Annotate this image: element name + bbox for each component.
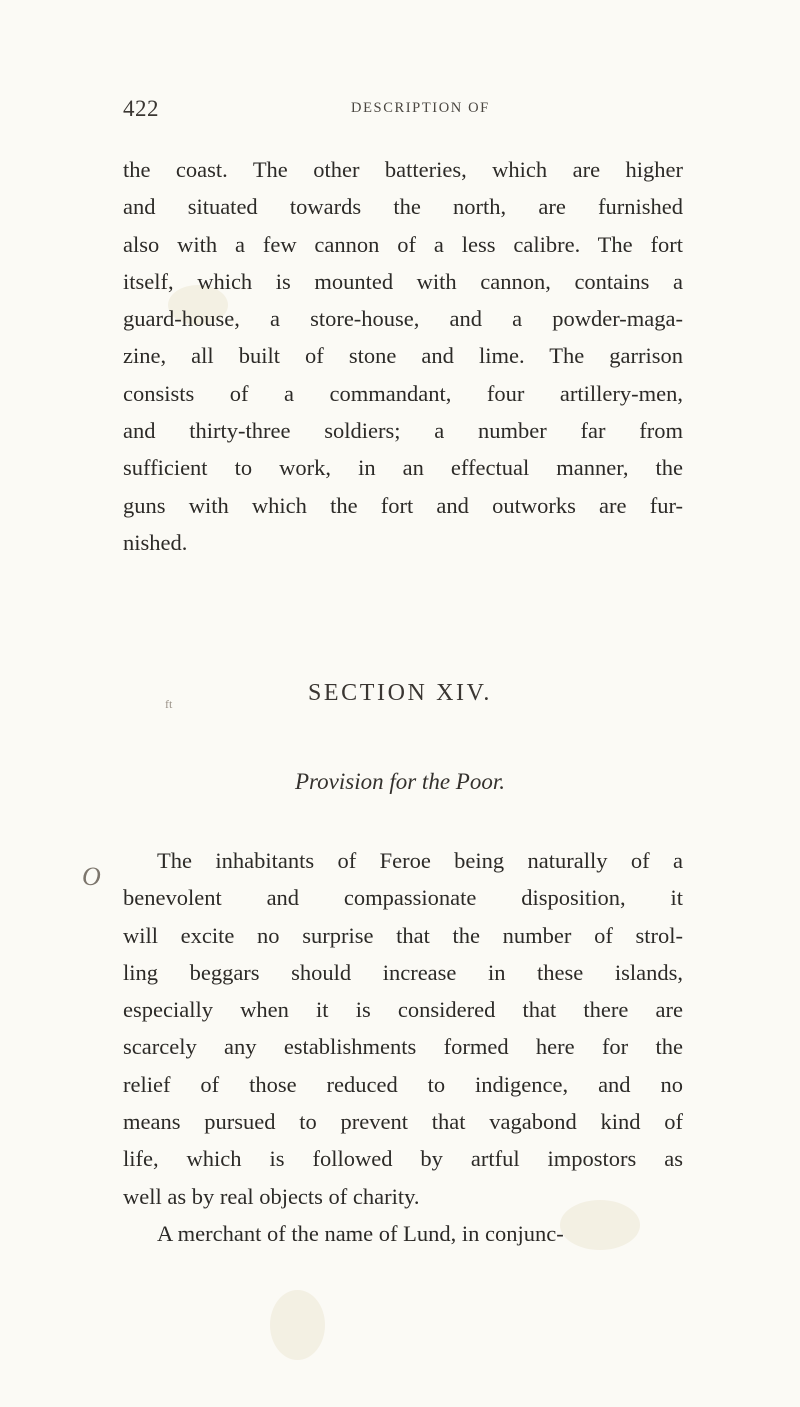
text-line: guns with which the fort and outworks are fur- xyxy=(123,492,683,518)
text-line: consists of a commandant, four artillery-men, xyxy=(123,380,683,406)
text-line: well as by real objects of charity. xyxy=(123,1183,420,1209)
text-line: benevolent and compassionate disposition, it xyxy=(123,885,683,911)
stray-print-mark: ft xyxy=(165,697,173,711)
text-line: scarcely any establishments formed here for the xyxy=(123,1034,683,1060)
text-line: guard-house, a store-house, and a powder-maga- xyxy=(123,306,683,332)
paragraph-poor-provision xyxy=(123,842,683,1252)
section-subtitle: Provision for the Poor. xyxy=(295,769,505,794)
text-line: especially when it is considered that there are xyxy=(123,997,683,1023)
text-line: sufficient to work, in an effectual manner, the xyxy=(123,455,683,481)
text-line: The inhabitants of Feroe being naturally of a xyxy=(157,848,683,873)
text-line: and situated towards the north, are furnished xyxy=(123,194,683,220)
page-number: 422 xyxy=(123,96,159,121)
text-line: zine, all built of stone and lime. The garrison xyxy=(123,343,683,369)
text-line: nished. xyxy=(123,529,188,555)
text-line: life, which is followed by artful impostors as xyxy=(123,1146,683,1172)
text-line: itself, which is mounted with cannon, contains a xyxy=(123,268,683,294)
running-title: DESCRIPTION OF xyxy=(351,100,490,116)
running-head xyxy=(123,96,683,126)
text-line: relief of those reduced to indigence, and no xyxy=(123,1071,683,1097)
text-line: the coast. The other batteries, which are higher xyxy=(123,157,683,182)
text-line: will excite no surprise that the number of strol- xyxy=(123,922,683,948)
text-line: also with a few cannon of a less calibre. The fort xyxy=(123,231,683,257)
paragraph-fort-description xyxy=(123,151,683,561)
text-line: A merchant of the name of Lund, in conjunc- xyxy=(157,1220,564,1246)
margin-annotation: O xyxy=(82,862,101,891)
text-line: means pursued to prevent that vagabond kind of xyxy=(123,1109,683,1135)
text-line: ling beggars should increase in these islands, xyxy=(123,959,683,985)
paper-stain xyxy=(270,1290,325,1360)
section-heading: SECTION XIV. xyxy=(307,680,493,706)
text-line: and thirty-three soldiers; a number far from xyxy=(123,418,683,444)
